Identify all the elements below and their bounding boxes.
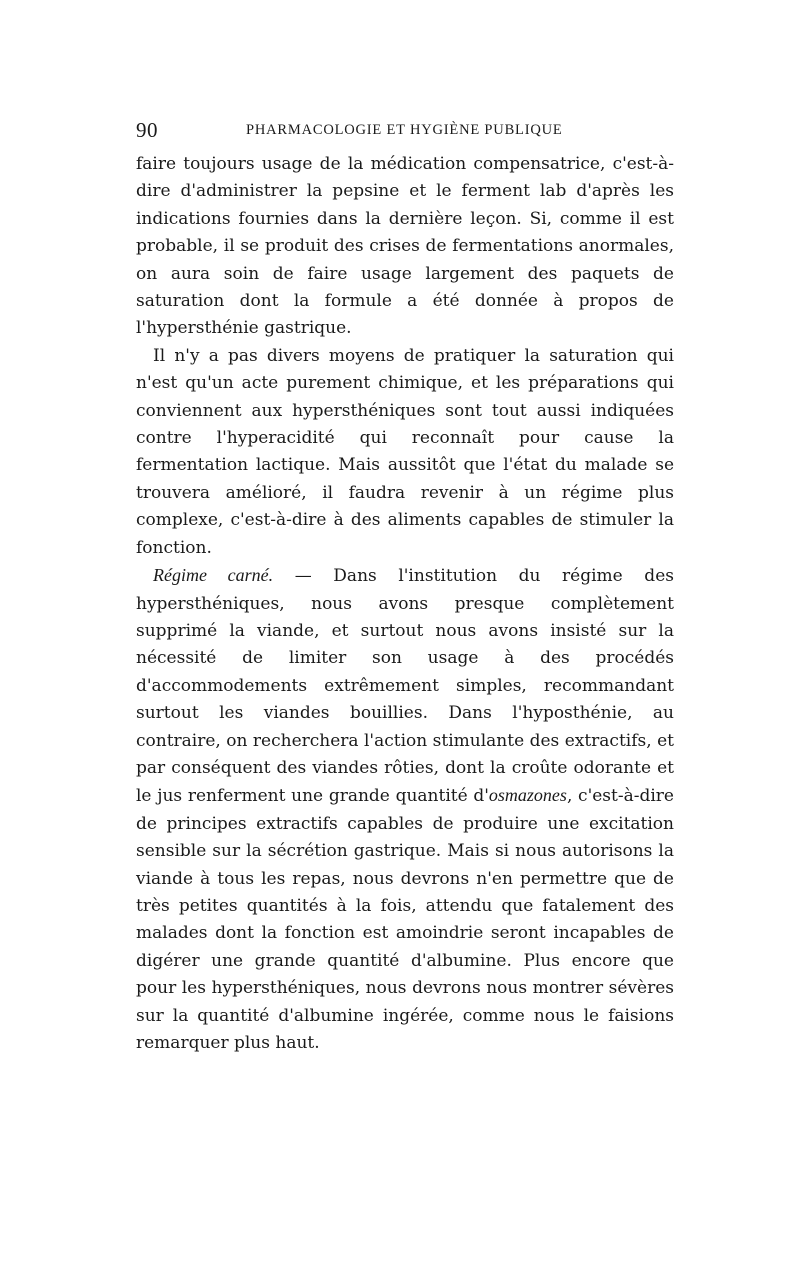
paragraph-3-text-b: , c'est-à-dire de principes extractifs capables de produire une excitation sensible sur la sécrétion gastrique. Mais si nous autorisons la viande à tous les repas, nous devrons n'en permettre que de très petites quantités à la fois, attendu que fatalement des malades dont la fonction est amoindrie seront incapables de digérer une grande quantité d'albumine. Plus encore que pour les hypersthéniques, nous devrons nous montrer sévères sur la quantité d'albumine ingérée, comme nous le faisions remarquer plus haut. (136, 786, 674, 1053)
running-title: PHARMACOLOGIE ET HYGIÈNE PUBLIQUE (246, 122, 563, 138)
page-number: 90 (136, 118, 158, 142)
paragraph-3-text-a: — Dans l'institution du régime des hypersthéniques, nous avons presque complètement supprimé la viande, et surtout nous avons insisté sur la nécessité de limiter son usage à des procédés d'accommodements extrêmement simples, recommandant surtout les viandes bouillies. Dans l'hyposthénie, au contraire, on recherchera l'action stimulante des extractifs, et par conséquent des viandes rôties, dont la croûte odorante et le jus renferment une grande quantité d' (136, 566, 674, 807)
page-header (136, 118, 676, 142)
body-text (136, 151, 674, 1057)
section-heading-regime-carne: Régime carné. (153, 565, 274, 586)
paragraph-1: faire toujours usage de la médication compensatrice, c'est-à-dire d'administrer la pepsine et le ferment lab d'après les indications fournies dans la dernière leçon. Si, comme il est probable, il se produit des crises de fermentations anormales, on aura soin de faire usage largement des paquets de saturation dont la formule a été donnée à propos de l'hypersthénie gastrique. (136, 154, 674, 339)
paragraph-2: Il n'y a pas divers moyens de pratiquer la saturation qui n'est qu'un acte purement chimique, et les préparations qui conviennent aux hypersthéniques sont tout aussi indiquées contre l'hyperacidité qui reconnaît pour cause la fermentation lactique. Mais aussitôt que l'état du malade se trouvera amélioré, il faudra revenir à un régime plus complexe, c'est-à-dire à des aliments capables de stimuler la fonction. (136, 345, 674, 558)
paragraph-3 (136, 562, 674, 1057)
italic-term-osmazones: osmazones (488, 785, 567, 806)
